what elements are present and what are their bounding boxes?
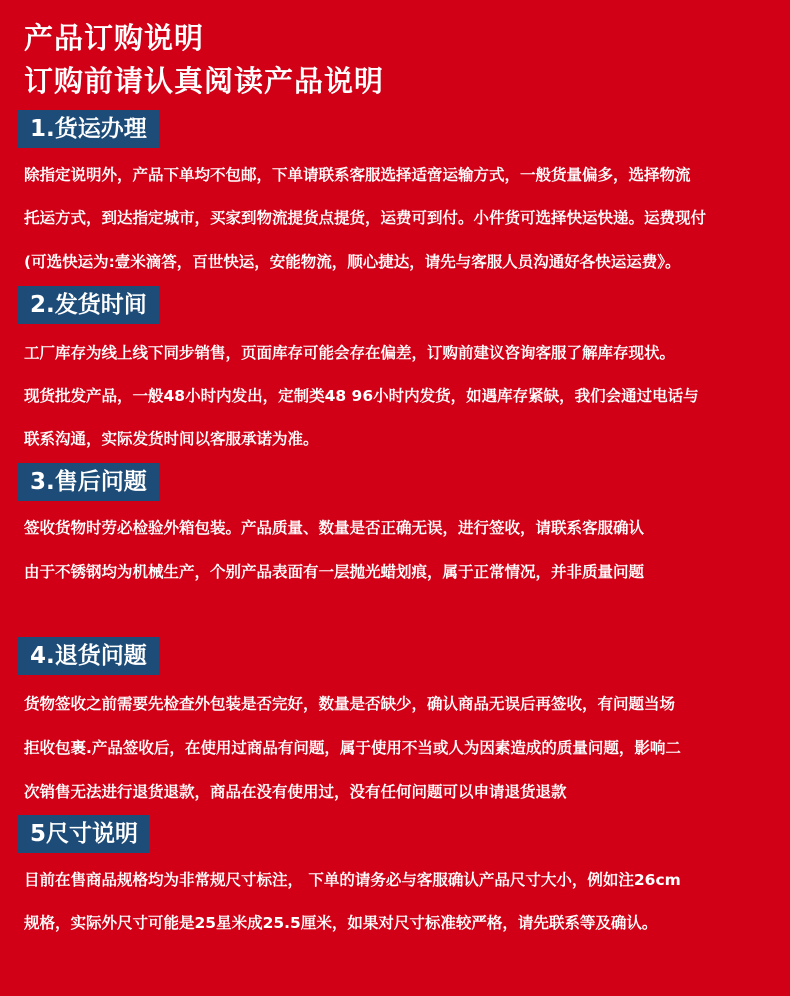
section-text-line: 次销售无法进行退货退款，商品在没有使用过，没有任何问题可以申请退货退款 [24,783,567,801]
section-heading-shipping: 1.货运办理 [18,110,159,148]
section-text-line: 联系沟通，实际发货时间以客服承诺为准。 [24,430,319,448]
page-title: 产品订购说明 [24,21,205,55]
section-text-line: 除指定说明外，产品下单均不包邮，下单请联系客服选择适啻运输方式，一般货量偏多，选择物流 [24,166,691,184]
section-text-line: 目前在售商品规格均为非常规尺寸标注， 下单的请务必与客服确认产品尺寸大小，例如注26cm [24,871,681,889]
section-text-line: (可选快运为:壹米滴答，百世快运，安能物流，顺心捷达，请先与客服人员沟通好各快运运费》。 [24,253,681,271]
section-text-line: 工厂库存为线上线下同步销售，页面库存可能会存在偏差，订购前建议咨询客服了解库存现状。 [24,344,676,362]
section-text-line: 现货批发产品，一般48小时内发出，定制类48 96小时内发货，如遇库存紧缺，我们会通过电话与 [24,387,699,405]
section-heading-after-sales: 3.售后问题 [18,463,159,501]
section-text-line: 货物签收之前需要先检查外包装是否完好，数量是否缺少，确认商品无误后再签收，有问题当场 [24,695,676,713]
section-text-line: 托运方式，到达指定城市，买家到物流提货点提货，运费可到付。小件货可选择快运快递。运费现付 [24,209,707,227]
section-text-line: 规格，实际外尺寸可能是25星米成25.5厘米，如果对尺寸标准较严格，请先联系等及确认。 [24,914,658,932]
section-text-line: 签收货物时劳必检验外箱包装。产品质量、数量是否正确无误，进行签收，请联系客服确认 [24,519,645,537]
section-text-line: 拒收包裹.产品签收后，在使用过商品有问题，属于使用不当或人为因素造成的质量问题，影响二 [24,739,681,757]
page-subtitle: 订购前请认真阅读产品说明 [24,64,385,98]
section-text-line: 由于不锈钢均为机械生产，个别产品表面有一层抛光蜡划痕，属于正常情况，并非质量问题 [24,563,645,581]
section-heading-size: 5尺寸说明 [18,815,150,853]
section-heading-delivery-time: 2.发货时间 [18,286,159,324]
section-heading-returns: 4.退货问题 [18,637,159,675]
